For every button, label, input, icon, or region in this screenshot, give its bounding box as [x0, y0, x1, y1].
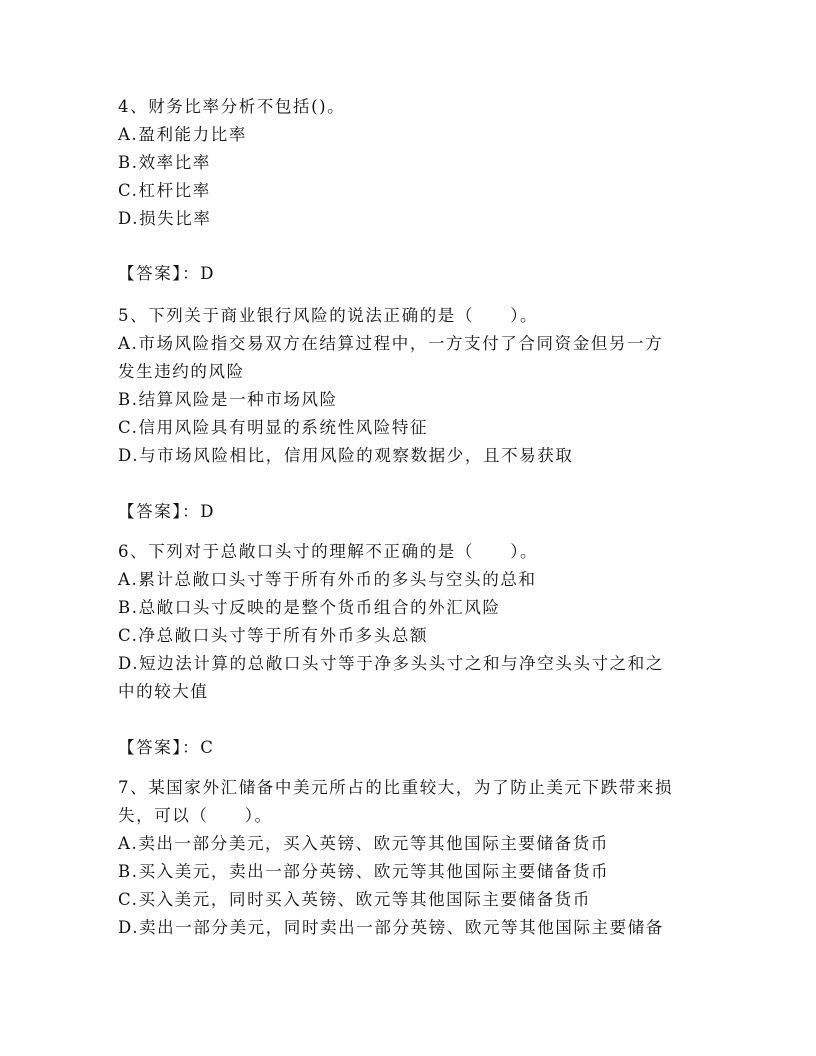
question-6-option-d-continued: 中的较大值: [118, 682, 209, 701]
question-6-option-a: A.累计总敞口头寸等于所有外币的多头与空头的总和: [118, 570, 537, 589]
question-5-option-c: C.信用风险具有明显的系统性风险特征: [118, 418, 429, 437]
question-4-option-c: C.杠杆比率: [118, 181, 211, 200]
question-7-option-d: D.卖出一部分美元，同时卖出一部分英镑、欧元等其他国际主要储备: [118, 918, 664, 937]
question-4-option-a: A.盈利能力比率: [118, 125, 247, 144]
question-6-option-b: B.总敞口头寸反映的是整个货币组合的外汇风险: [118, 598, 501, 617]
question-5-option-a: A.市场风险指交易双方在结算过程中，一方支付了合同资金但另一方: [118, 334, 664, 353]
question-4-stem: 4、财务比率分析不包括()。: [118, 97, 346, 116]
question-6-option-c: C.净总敞口头寸等于所有外币多头总额: [118, 626, 429, 645]
question-6-option-d: D.短边法计算的总敞口头寸等于净多头头寸之和与净空头头寸之和之: [118, 654, 664, 673]
question-5-option-d: D.与市场风险相比，信用风险的观察数据少，且不易获取: [118, 446, 574, 465]
question-5-answer: 【答案】：D: [118, 502, 216, 521]
question-6-stem: 6、下列对于总敞口头寸的理解不正确的是（ ）。: [118, 542, 539, 561]
question-7-stem-continued: 失，可以（ ）。: [118, 806, 273, 825]
question-5-stem: 5、下列关于商业银行风险的说法正确的是（ ）。: [118, 306, 539, 325]
question-7-stem: 7、某国家外汇储备中美元所占的比重较大，为了防止美元下跌带来损: [118, 778, 674, 797]
question-6-answer: 【答案】：C: [118, 738, 215, 757]
question-7-option-b: B.买入美元，卖出一部分英镑、欧元等其他国际主要储备货币: [118, 862, 610, 881]
question-5-option-a-continued: 发生违约的风险: [118, 362, 245, 381]
question-7-option-a: A.卖出一部分美元，买入英镑、欧元等其他国际主要储备货币: [118, 834, 609, 853]
question-4-option-d: D.损失比率: [118, 209, 212, 228]
question-7-option-c: C.买入美元，同时买入英镑、欧元等其他国际主要储备货币: [118, 890, 591, 909]
question-4-answer: 【答案】：D: [118, 264, 216, 283]
question-5-option-b: B.结算风险是一种市场风险: [118, 390, 338, 409]
question-4-option-b: B.效率比率: [118, 153, 211, 172]
